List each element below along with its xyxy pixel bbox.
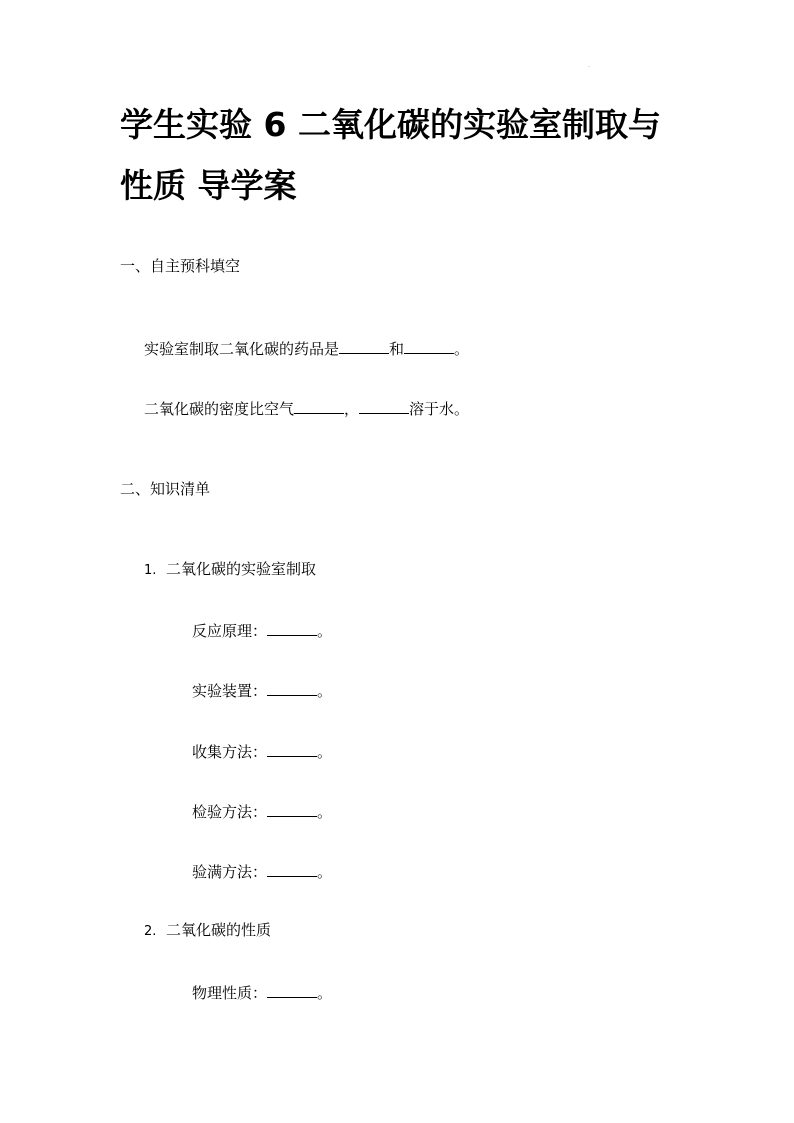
section-heading-knowledge: 二、知识清单: [120, 480, 211, 498]
answer-blank[interactable]: [267, 679, 317, 696]
question-text: 溶于水。: [409, 400, 470, 418]
item-number: 2.: [144, 924, 157, 939]
sub-item-label: 反应原理：: [192, 622, 268, 640]
answer-blank[interactable]: [339, 337, 389, 354]
answer-blank[interactable]: [294, 397, 344, 414]
sub-item-end: 。: [317, 863, 333, 881]
sub-item-collection-method: [192, 740, 332, 762]
sub-item-end: 。: [317, 984, 333, 1002]
fill-question-2: [144, 397, 469, 419]
answer-blank[interactable]: [267, 800, 317, 817]
header-mark: .: [588, 62, 590, 69]
sub-item-label: 物理性质：: [192, 984, 268, 1002]
answer-blank[interactable]: [267, 981, 317, 998]
sub-item-label: 检验方法：: [192, 803, 268, 821]
page-title-line-1: 学生实验 6 二氧化碳的实验室制取与: [120, 105, 661, 144]
sub-item-end: 。: [317, 622, 333, 640]
question-text: 实验室制取二氧化碳的药品是: [144, 340, 340, 358]
page-title-line-2: 性质 导学案: [120, 166, 297, 205]
answer-blank[interactable]: [267, 619, 317, 636]
list-item-properties: [144, 920, 271, 942]
list-item-lab-preparation: [144, 559, 316, 581]
question-text: 和: [389, 340, 405, 358]
sub-item-physical-properties: [192, 981, 332, 1003]
sub-item-reaction-principle: [192, 619, 332, 641]
sub-item-apparatus: [192, 679, 332, 701]
sub-item-label: 收集方法：: [192, 743, 268, 761]
sub-item-test-method: [192, 800, 332, 822]
question-text: 。: [454, 340, 470, 358]
answer-blank[interactable]: [359, 397, 409, 414]
fill-question-1: [144, 337, 469, 359]
question-text: 二氧化碳的密度比空气: [144, 400, 295, 418]
answer-blank[interactable]: [404, 337, 454, 354]
sub-item-end: 。: [317, 803, 333, 821]
section-heading-preview: 一、自主预科填空: [120, 257, 241, 275]
sub-item-label: 验满方法：: [192, 863, 268, 881]
sub-item-end: 。: [317, 743, 333, 761]
answer-blank[interactable]: [267, 740, 317, 757]
sub-item-full-check-method: [192, 860, 332, 882]
item-label: 二氧化碳的实验室制取: [166, 560, 317, 578]
sub-item-label: 实验装置：: [192, 682, 268, 700]
question-text: ，: [344, 400, 360, 418]
answer-blank[interactable]: [267, 860, 317, 877]
item-label: 二氧化碳的性质: [166, 921, 272, 939]
item-number: 1.: [144, 563, 157, 578]
sub-item-end: 。: [317, 682, 333, 700]
